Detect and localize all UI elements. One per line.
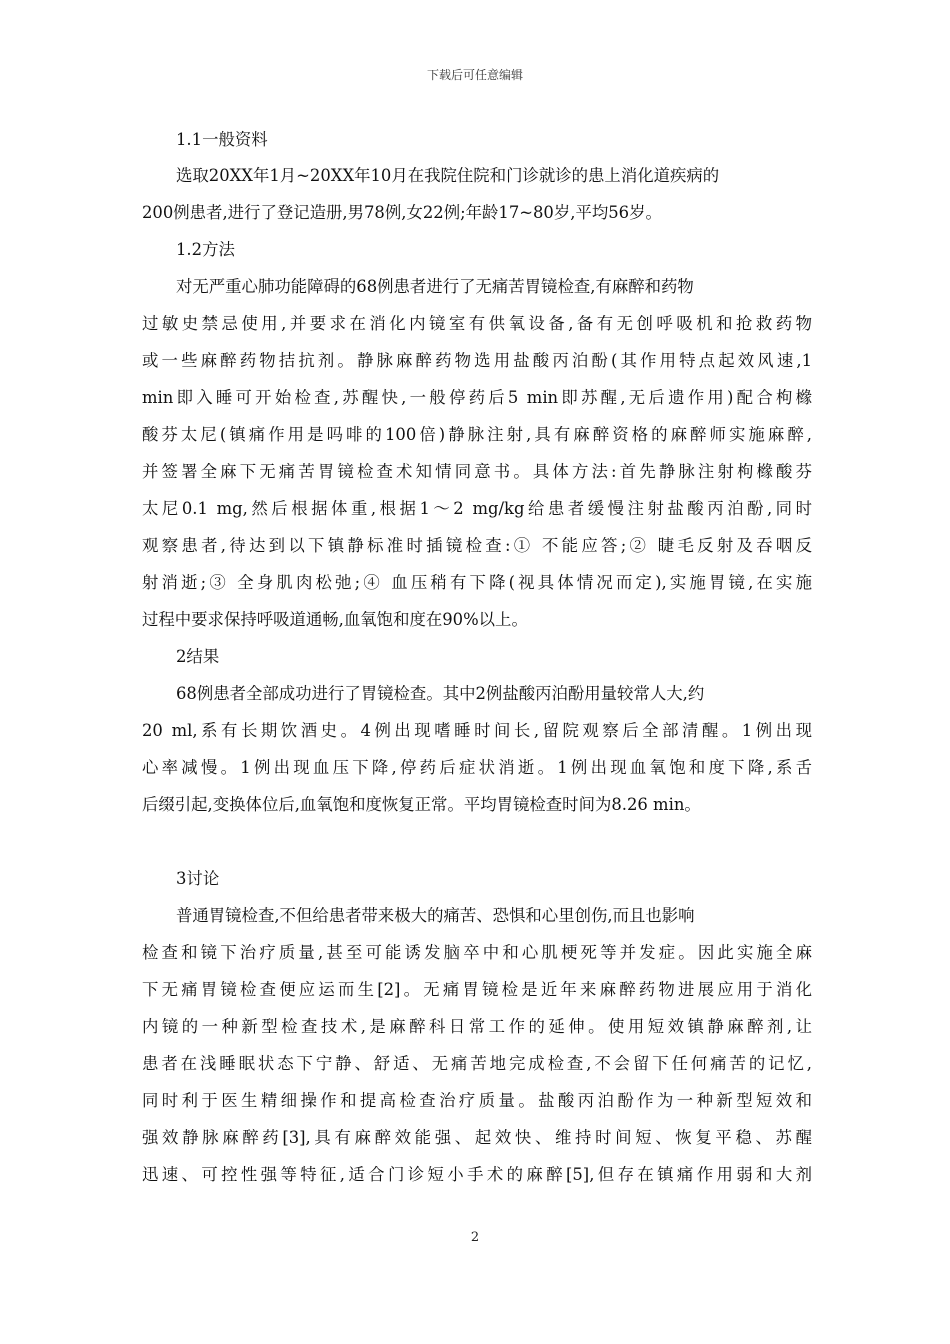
text-line: 过程中要求保持呼吸道通畅,血氧饱和度在90%以上。 — [142, 610, 528, 629]
text-line: 内镜的一种新型检查技术,是麻醉科日常工作的延伸。使用短效镇静麻醉剂,让 — [142, 1017, 812, 1036]
text-line: 迅速、可控性强等特征,适合门诊短小手术的麻醉[5],但存在镇痛作用弱和大剂 — [142, 1165, 812, 1184]
text-line: 检查和镜下治疗质量,甚至可能诱发脑卒中和心肌梗死等并发症。因此实施全麻 — [142, 943, 812, 962]
page-number: 2 — [470, 1230, 480, 1245]
text-line: 2结果 — [176, 647, 220, 666]
text-line: 太尼0.1 mg,然后根据体重,根据1～2 mg/kg给患者缓慢注射盐酸丙泊酚,同时 — [142, 499, 812, 518]
text-line: 68例患者全部成功进行了胃镜检查。其中2例盐酸丙泊酚用量较常人大,约 — [176, 684, 705, 703]
text-line: 20 ml,系有长期饮酒史。4例出现嗜睡时间长,留院观察后全部清醒。1例出现 — [142, 721, 812, 740]
text-line: 酸芬太尼(镇痛作用是吗啡的100倍)静脉注射,具有麻醉资格的麻醉师实施麻醉, — [142, 425, 812, 444]
text-line: 心率减慢。1例出现血压下降,停药后症状消逝。1例出现血氧饱和度下降,系舌 — [142, 758, 812, 777]
text-line: 对无严重心肺功能障碍的68例患者进行了无痛苦胃镜检查,有麻醉和药物 — [176, 277, 694, 296]
text-line: 普通胃镜检查,不但给患者带来极大的痛苦、恐惧和心里创伤,而且也影响 — [176, 906, 695, 925]
text-line: 患者在浅睡眠状态下宁静、舒适、无痛苦地完成检查,不会留下任何痛苦的记忆, — [142, 1054, 812, 1073]
text-line: 射消逝;③ 全身肌肉松弛;④ 血压稍有下降(视具体情况而定),实施胃镜,在实施 — [142, 573, 812, 592]
text-line: 选取20XX年1月~20XX年10月在我院住院和门诊就诊的患上消化道疾病的 — [176, 166, 720, 185]
text-line: 1.2方法 — [176, 240, 235, 259]
text-line: min即入睡可开始检查,苏醒快,一般停药后5 min即苏醒,无后遗作用)配合枸橼 — [142, 388, 812, 407]
text-line: 后缀引起,变换体位后,血氧饱和度恢复正常。平均胃镜检查时间为8.26 min。 — [142, 795, 701, 814]
text-line: 或一些麻醉药物拮抗剂。静脉麻醉药物选用盐酸丙泊酚(其作用特点起效风速,1 — [142, 351, 812, 370]
text-line: 并签署全麻下无痛苦胃镜检查术知情同意书。具体方法:首先静脉注射枸橼酸芬 — [142, 462, 812, 481]
text-line: 同时利于医生精细操作和提高检查治疗质量。盐酸丙泊酚作为一种新型短效和 — [142, 1091, 812, 1110]
text-line: 200例患者,进行了登记造册,男78例,女22例;年龄17~80岁,平均56岁。 — [142, 203, 662, 222]
text-line: 下无痛胃镜检查便应运而生[2]。无痛胃镜检是近年来麻醉药物进展应用于消化 — [142, 980, 812, 999]
text-line: 1.1一般资料 — [176, 130, 268, 149]
page-header: 下载后可任意编辑 — [426, 68, 523, 82]
text-line: 3讨论 — [176, 869, 220, 888]
text-line: 观察患者,待达到以下镇静标准时插镜检查:① 不能应答;② 睫毛反射及吞咽反 — [142, 536, 812, 555]
text-line: 过敏史禁忌使用,并要求在消化内镜室有供氧设备,备有无创呼吸机和抢救药物 — [142, 314, 812, 333]
text-line: 强效静脉麻醉药[3],具有麻醉效能强、起效快、维持时间短、恢复平稳、苏醒 — [142, 1128, 812, 1147]
